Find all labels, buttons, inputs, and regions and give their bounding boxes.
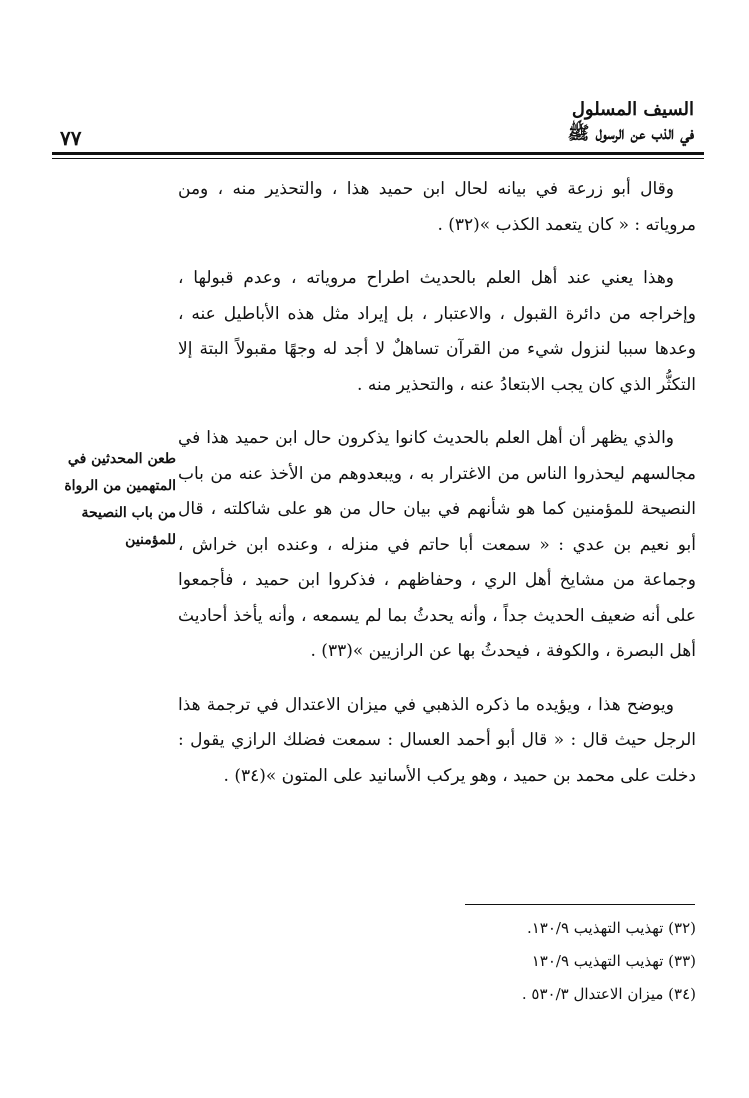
margin-note-line: المتهمين من الرواة (64, 478, 176, 494)
footnote: (٣٤) ميزان الاعتدال ٥٣٠/٣ . (521, 985, 696, 1003)
header-rule-thick (52, 152, 704, 155)
page-number: ٧٧ (60, 126, 82, 150)
margin-note-line: للمؤمنين (125, 532, 176, 548)
main-text (178, 172, 696, 808)
margin-note (48, 446, 176, 554)
paragraph: والذي يظهر أن أهل العلم بالحديث كانوا يذكرون حال ابن حميد هذا في مجالسهم ليحذروا الناس من الاغترار به ، ويبعدوهم من الأخذ عنه من باب النصيحة للمؤمنين كما هو شأنهم في بيان حال من هو على شاكلته ، قال أبو نعيم بن عدي : « سمعت أبا حاتم في منزله ، وعنده ابن خراش ، وجماعة من مشايخ أهل الري ، وحفاظهم ، فذكروا ابن حميد ، فأجمعوا على أنه ضعيف الحديث جداً ، وأنه يحدثُ بما لم يسمعه ، وأنه يأخذ أحاديث أهل البصرة ، والكوفة ، فيحدثُ بها عن الرازيين »(٣٣) . (178, 428, 696, 661)
book-title (394, 98, 694, 146)
paragraph: ويوضح هذا ، ويؤيده ما ذكره الذهبي في ميزان الاعتدال في ترجمة هذا الرجل حيث قال : « قال أبو أحمد العسال : سمعت فضلك الرازي يقول : دخلت على محمد بن حميد ، وهو يركب الأسانيد على المتون »(٣٤) . (178, 694, 696, 786)
paragraph: وقال أبو زرعة في بيانه لحال ابن حميد هذا ، والتحذير منه ، ومن مروياته : « كان يتعمد الكذب »(٣٢) . (178, 179, 696, 235)
footnote: (٣٣) تهذيب التهذيب ١٣٠/٩ (531, 952, 696, 970)
footnotes (360, 912, 696, 1011)
paragraph: وهذا يعني عند أهل العلم بالحديث اطراح مروياته ، وعدم قبولها ، وإخراجه من دائرة القبول ، والاعتبار ، بل إيراد مثل هذه الأباطيل عنه ، وعدها سببا لنزول شيء من القرآن تساهلٌ لا أجد له وجهًا مقبولاً البتة إلا التكثُّر الذي كان يجب الابتعادُ عنه ، والتحذير منه . (178, 268, 696, 395)
book-title-line-2: في الذب عن الرسول ﷺ (567, 123, 694, 144)
footnote-separator (465, 904, 695, 905)
margin-note-line: طعن المحدثين في (67, 451, 176, 467)
running-header (52, 98, 702, 150)
book-title-line-1: السيف المسلول (571, 99, 694, 120)
header-rule-thin (52, 158, 704, 159)
footnote: (٣٢) تهذيب التهذيب ١٣٠/٩. (526, 919, 696, 937)
margin-note-line: من باب النصيحة (81, 505, 176, 521)
